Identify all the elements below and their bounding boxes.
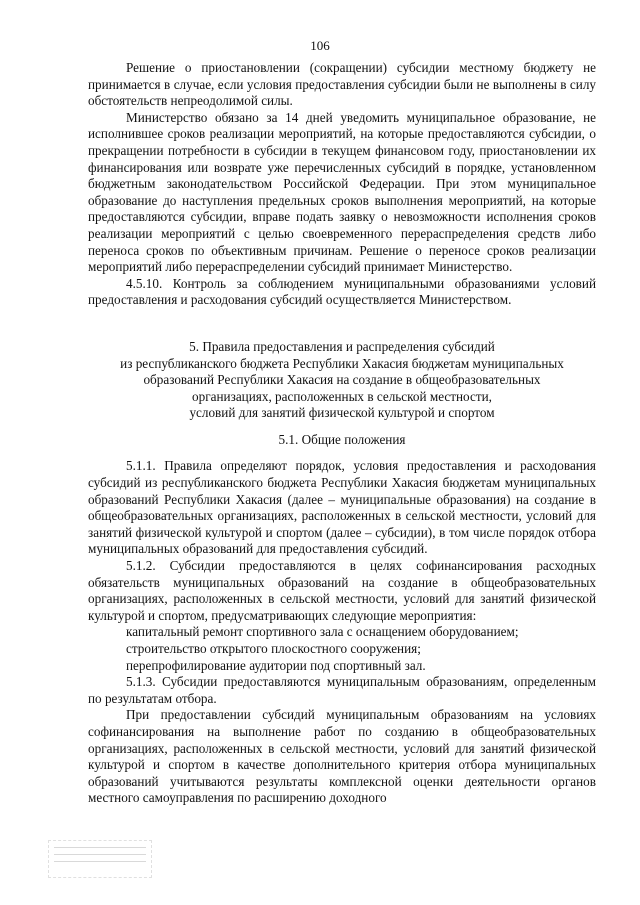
list-item: перепрофилирование аудитории под спортивный зал. xyxy=(126,657,426,673)
paragraph: 5.1.3. Субсидии предоставляются муниципальным образованиям, определенным по результатам отбора. xyxy=(88,674,596,706)
section-heading-line: из республиканского бюджета Республики Хакасия бюджетам муниципальных xyxy=(120,355,564,371)
page-number: 106 xyxy=(310,38,330,53)
subsection-heading: 5.1. Общие положения xyxy=(278,431,406,447)
section-heading-line: организациях, расположенных в сельской местности, xyxy=(192,388,492,404)
list-item: капитальный ремонт спортивного зала с оснащением оборудованием; xyxy=(126,624,519,640)
paragraph: Министерство обязано за 14 дней уведомить муниципальное образование, не исполнившее сроков реализации мероприятий, на которые предоставляются субсидии, о прекращении потребности в субсидии в текущем финансовом году, приостановлении их финансирования или возврате уже перечисленных субсидий в порядке, установленном бюджетным законодательством Российской Федерации. При этом муниципальное образование до наступления предельных сроков выполнения мероприятий, на которые предоставляются субсидии, вправе подать заявку о невозможности исполнения сроков реализации мероприятий с целью своевременного перераспределения средств либо переноса сроков по объективным причинам. Решение о переносе сроков реализации мероприятий либо перераспределении субсидий принимает Министерство. xyxy=(88,109,596,275)
registration-stamp xyxy=(48,840,152,878)
list-item: строительство открытого плоскостного сооружения; xyxy=(126,641,421,656)
paragraph: 4.5.10. Контроль за соблюдением муниципальными образованиями условий предоставления и расходования субсидий осуществляется Министерством. xyxy=(88,275,596,308)
section-heading xyxy=(88,339,596,422)
document-body xyxy=(88,60,596,807)
section-heading-line: 5. Правила предоставления и распределения субсидий xyxy=(189,338,495,354)
paragraph: При предоставлении субсидий муниципальным образованиям на условиях софинансирования на выполнение работ по созданию в общеобразовательных организациях, расположенных в сельской местности, условий для занятий физической культурой и спортом в качестве дополнительного критерия отбора муниципальных образований учитываются результаты комплексной оценки деятельности органов местного самоуправления по расширению доходного xyxy=(88,707,596,806)
paragraph: Решение о приостановлении (сокращении) субсидии местному бюджету не принимается в случае, если условия предоставления субсидии были не выполнены в силу обстоятельств непреодолимой силы. xyxy=(88,60,596,109)
section-heading-line: условий для занятий физической культурой и спортом xyxy=(189,405,495,421)
paragraph: 5.1.1. Правила определяют порядок, условия предоставления и расходования субсидий из республиканского бюджета Республики Хакасия бюджетам муниципальных образований Республики Хакасия (далее – муниципальные образования) на создание в общеобразовательных организациях, расположенных в сельской местности, условий для занятий физической культурой и спортом (далее – субсидии), в том числе порядок отбора муниципальных образований для предоставления субсидий. xyxy=(88,458,596,557)
paragraph: 5.1.2. Субсидии предоставляются в целях софинансирования расходных обязательств муниципальных образований на создание в общеобразовательных организациях, расположенных в сельской местности, условий для занятий физической культурой и спортом, предусматривающих следующие мероприятия: xyxy=(88,558,596,623)
section-heading-line: образований Республики Хакасия на создание в общеобразовательных xyxy=(143,372,541,388)
